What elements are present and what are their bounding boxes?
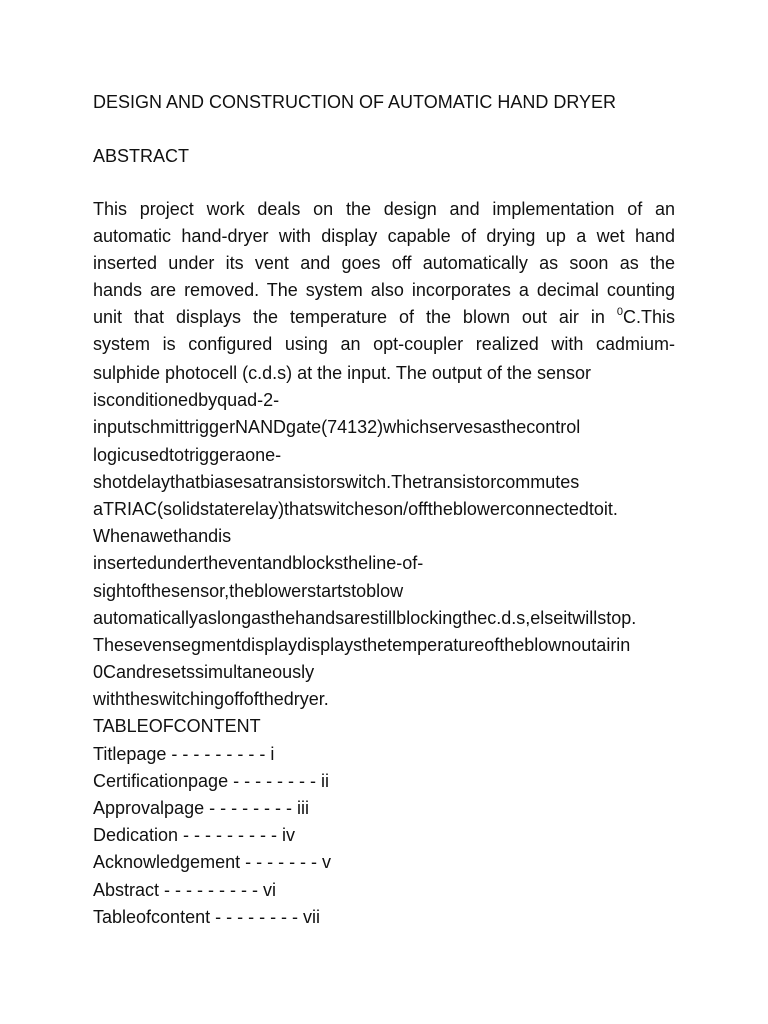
degree-superscript: 0 — [616, 306, 623, 318]
toc-entry: Acknowledgement - - - - - - - v — [93, 852, 332, 873]
abstract-line-temperature — [93, 304, 675, 331]
body-line: Thesevensegmentdisplaydisplaysthetemperatureoftheblownoutairin — [93, 634, 631, 655]
body-line: inputschmittriggerNANDgate(74132)whichservesasthecontrol — [93, 417, 581, 438]
toc-entry: Dedication - - - - - - - - - iv — [93, 825, 296, 846]
temp-text-after: C.This — [622, 307, 675, 327]
toc-entry: Tableofcontent - - - - - - - - vii — [93, 906, 321, 927]
section-heading-abstract: ABSTRACT — [93, 146, 190, 166]
temp-text-before: unit that displays the temperature of the blown out air in — [93, 307, 617, 327]
body-line: automaticallyaslongasthehandsarestillblockingthec.d.s,elseitwillstop. — [93, 607, 637, 628]
toc-entry: Titlepage - - - - - - - - - i — [93, 743, 275, 764]
toc-entry: Abstract - - - - - - - - - vi — [93, 879, 276, 900]
body-line: aTRIAC(solidstaterelay)thatswitcheson/offtheblowerconnectedtoit. — [93, 498, 618, 519]
body-line: insertedundertheventandblockstheline-of- — [93, 553, 424, 574]
body-line: withtheswitchingoffofthedryer. — [93, 689, 329, 710]
body-line: shotdelaythatbiasesatransistorswitch.Thetransistorcommutes — [93, 471, 580, 492]
abstract-justified-block — [93, 196, 675, 358]
toc-entry: Approvalpage - - - - - - - - iii — [93, 798, 310, 818]
body-line: sulphide photocell (c.d.s) at the input. The output of the sensor — [93, 363, 591, 383]
document-title: DESIGN AND CONSTRUCTION OF AUTOMATIC HAND DRYER — [93, 92, 617, 112]
toc-heading: TABLEOFCONTENT — [93, 716, 261, 737]
abstract-line: inserted under its vent and goes off automatically as soon as the — [93, 253, 675, 273]
body-line: sightofthesensor,theblowerstartstoblow — [93, 580, 404, 601]
body-line: isconditionedbyquad-2- — [93, 390, 280, 411]
body-line: Whenawethandis — [93, 526, 232, 547]
abstract-body-and-toc — [93, 360, 733, 931]
abstract-line: system is configured using an opt-coupler realized with cadmium- — [93, 334, 675, 354]
abstract-line: hands are removed. The system also incorporates a decimal counting — [93, 280, 675, 300]
abstract-line: automatic hand-dryer with display capable of drying up a wet hand — [93, 226, 675, 246]
abstract-line: This project work deals on the design and implementation of an — [93, 199, 675, 219]
body-line: 0Candresetssimultaneously — [93, 662, 315, 683]
body-line: logicusedtotriggeraone- — [93, 444, 282, 465]
toc-entry: Certificationpage - - - - - - - - ii — [93, 770, 330, 791]
